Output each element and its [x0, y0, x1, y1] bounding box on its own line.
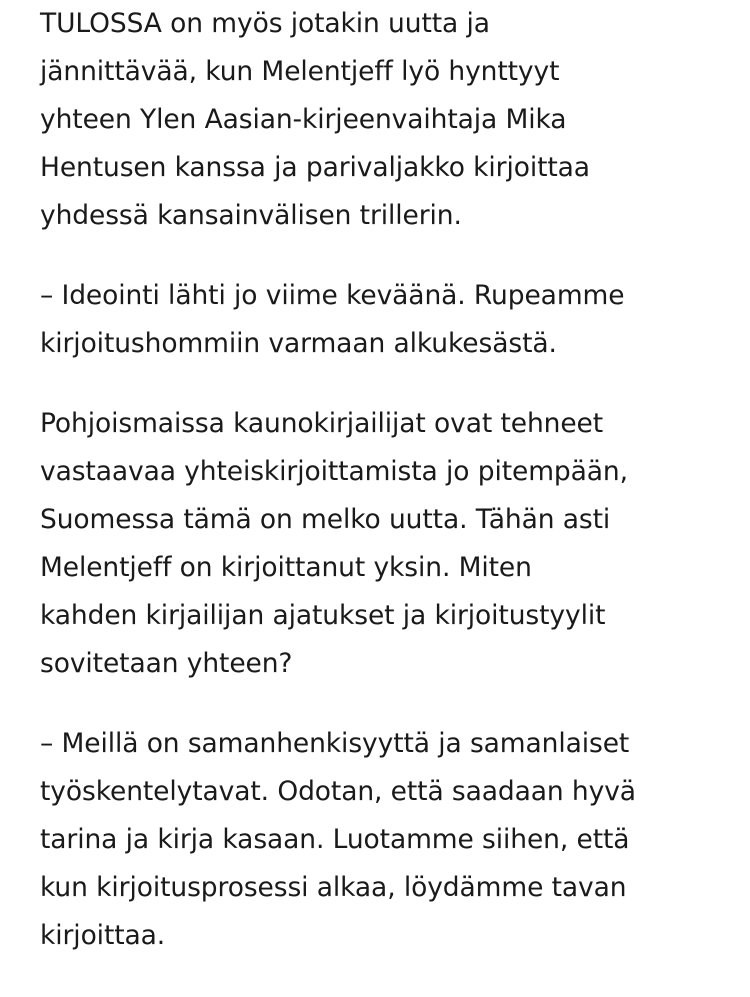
- text-line: Pohjoismaissa kaunokirjailijat ovat tehneet: [40, 408, 604, 439]
- text-line: kirjoittaa.: [40, 920, 166, 951]
- paragraph-quote-2: [40, 720, 720, 960]
- text-line: Melentjeff on kirjoittanut yksin. Miten: [40, 552, 532, 583]
- paragraph-intro: [40, 0, 720, 240]
- text-line: tarina ja kirja kasaan. Luotamme siihen, että: [40, 824, 630, 855]
- text-line: kahden kirjailijan ajatukset ja kirjoitustyylit: [40, 600, 606, 631]
- article-body: [40, 0, 720, 992]
- text-line: TULOSSA on myös jotakin uutta ja: [40, 8, 490, 39]
- paragraph-quote-1: [40, 272, 720, 368]
- text-line: vastaavaa yhteiskirjoittamista jo pitempään,: [40, 456, 628, 487]
- text-line: jännittävää, kun Melentjeff lyö hynttyyt: [40, 56, 560, 87]
- text-line: – Meillä on samanhenkisyyttä ja samanlaiset: [40, 728, 630, 759]
- text-line: kun kirjoitusprosessi alkaa, löydämme tavan: [40, 872, 627, 903]
- text-line: sovitetaan yhteen?: [40, 648, 293, 679]
- text-line: työskentelytavat. Odotan, että saadaan hyvä: [40, 776, 636, 807]
- text-line: kirjoitushommiin varmaan alkukesästä.: [40, 328, 557, 359]
- text-line: Hentusen kanssa ja parivaljakko kirjoittaa: [40, 152, 590, 183]
- text-line: yhteen Ylen Aasian-kirjeenvaihtaja Mika: [40, 104, 567, 135]
- paragraph-question: [40, 400, 720, 688]
- text-line: – Ideointi lähti jo viime keväänä. Rupeamme: [40, 280, 625, 311]
- text-line: Suomessa tämä on melko uutta. Tähän asti: [40, 504, 611, 535]
- text-line: yhdessä kansainvälisen trillerin.: [40, 200, 462, 231]
